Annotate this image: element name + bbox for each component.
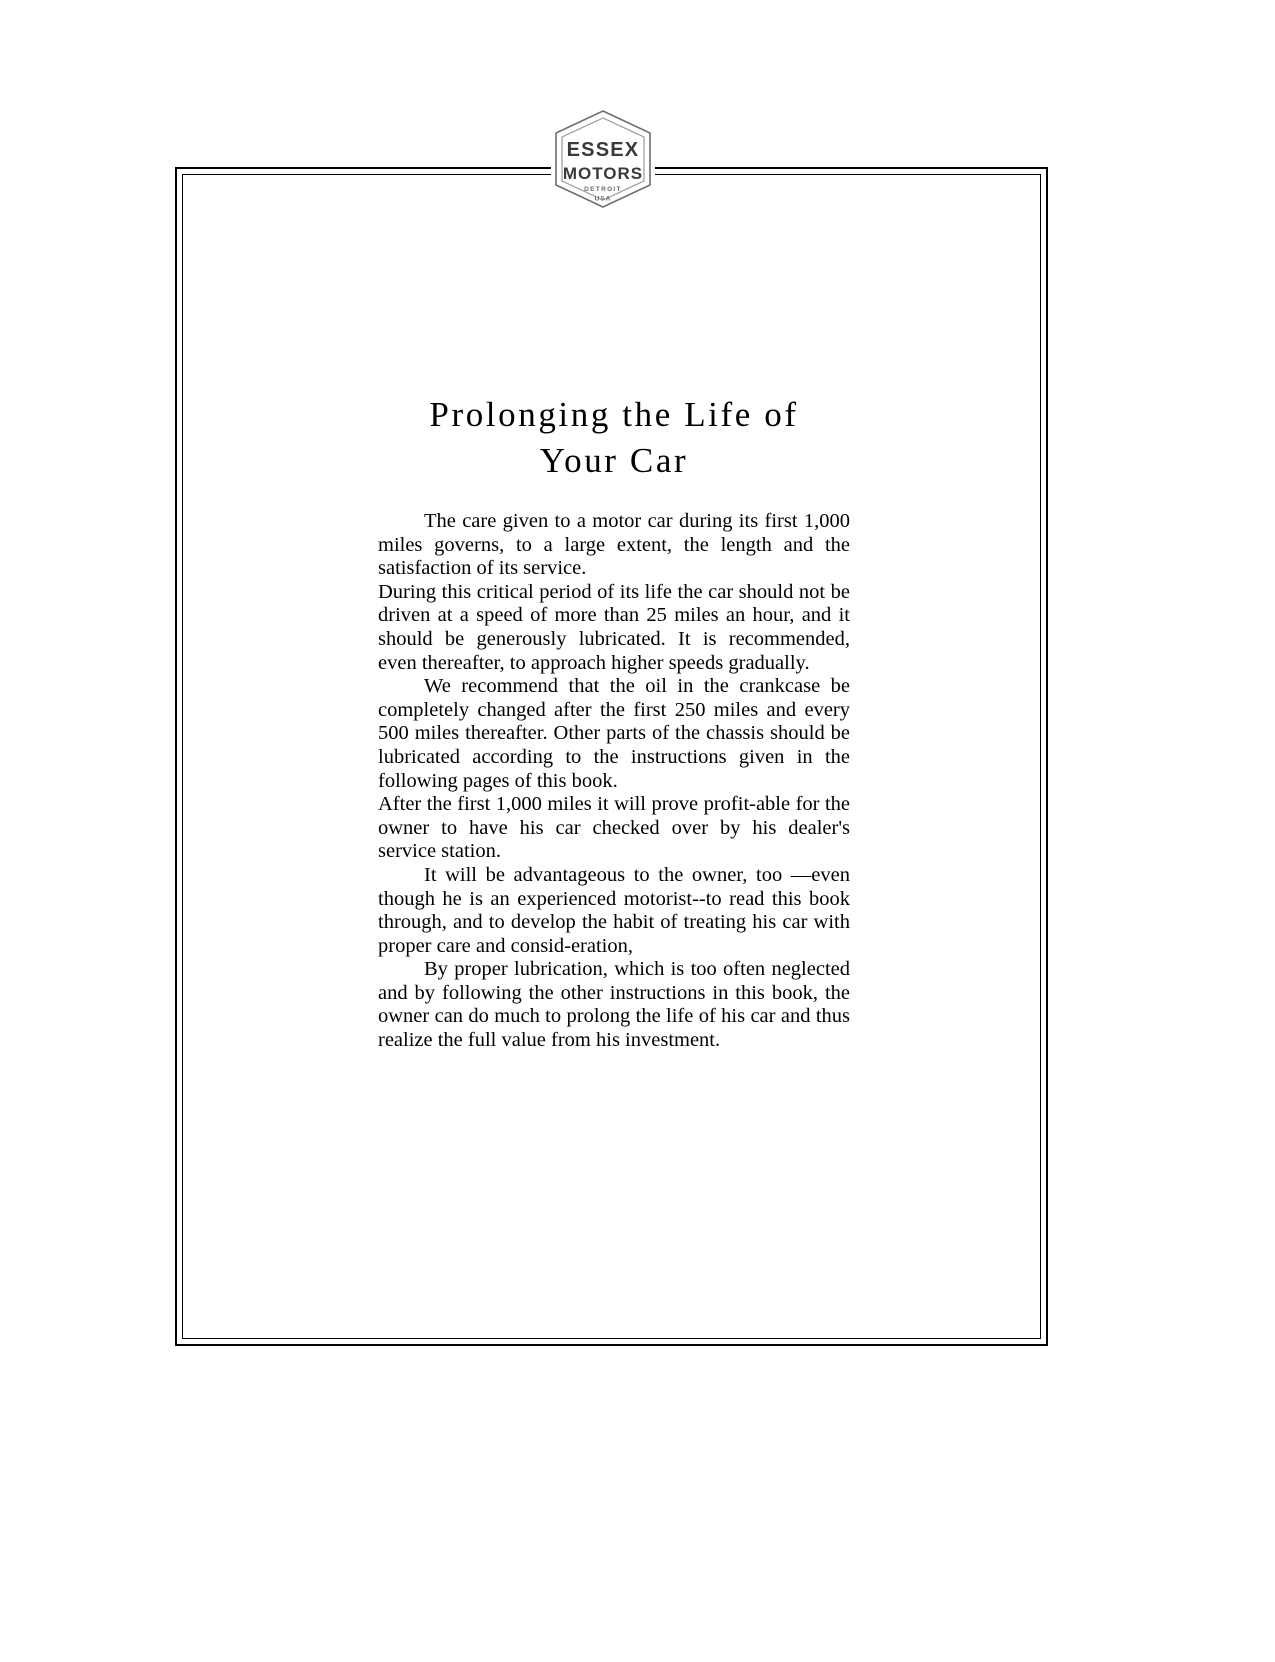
logo-detroit-text: DETROIT [584,186,622,193]
page-title-line-1: Prolonging the Life of [429,395,799,434]
page-title [378,392,850,484]
body-paragraph: It will be advantageous to the owner, too —even though he is an experienced motorist--to read this book through, and to develop the habit of treating his car with proper care and consid-eration, [378,863,850,957]
body-paragraph: The care given to a motor car during its first 1,000 miles governs, to a large extent, the length and the satisfaction of its service. [378,510,850,580]
logo-essex-text: ESSEX [566,139,640,161]
body-paragraph: We recommend that the oil in the crankcase be completely changed after the first 250 miles and every 500 miles thereafter. Other parts of the chassis should be lubricated according to the instructions given in the following pages of this book. [378,675,850,792]
logo-usa-text: USA [594,195,612,203]
page-content [378,392,850,1053]
body-paragraph: After the first 1,000 miles it will prove profit-able for the owner to have his car checked over by his dealer's service station. [378,793,850,863]
body-paragraph: During this critical period of its life the car should not be driven at a speed of more than 25 miles an hour, and it should be generously lubricated. It is recommended, even thereafter, to approach higher speeds gradually. [378,580,850,674]
logo-motors-text: MOTORS [562,164,644,183]
body-paragraph: By proper lubrication, which is too often neglected and by following the other instructions in this book, the owner can do much to prolong the life of his car and thus realize the full value from his investment. [378,958,850,1052]
page-title-line-2: Your Car [539,441,689,480]
essex-motors-logo [551,108,655,210]
hexagon-badge-icon [551,108,655,210]
